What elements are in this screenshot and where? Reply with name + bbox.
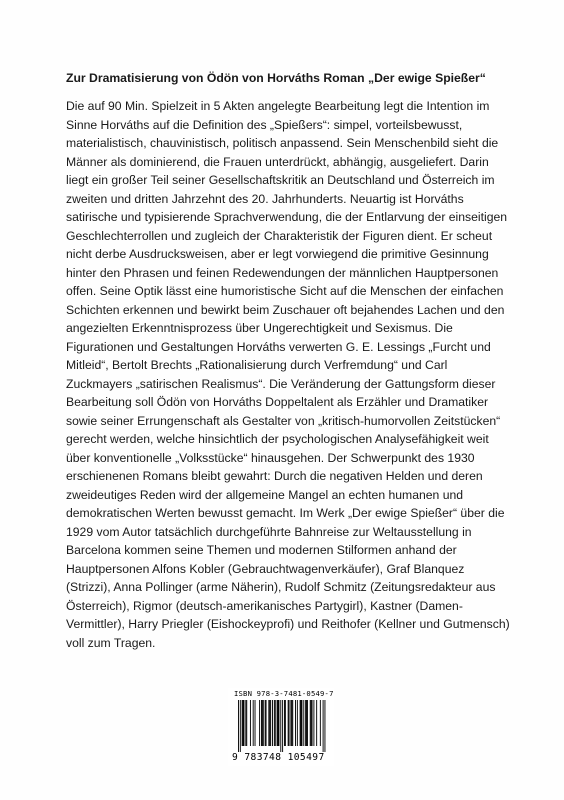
barcode-bar xyxy=(263,700,264,746)
barcode-bar xyxy=(274,700,275,746)
barcode-bar xyxy=(268,700,269,746)
barcode-bar xyxy=(310,700,311,746)
barcode-bar xyxy=(311,700,312,746)
synopsis-text xyxy=(66,97,510,652)
barcode-bar xyxy=(301,700,302,746)
isbn-label: ISBN 978-3-7481-0549-7 xyxy=(234,689,334,698)
barcode-bar xyxy=(246,700,247,746)
barcode-bar xyxy=(300,700,301,746)
barcode-bar xyxy=(301,700,302,746)
synopsis-paragraph: Die auf 90 Min. Spielzeit in 5 Akten angelegte Bearbeitung legt die Intention im Sinne Horváths auf die Definition des „Spießers“: simpel, vorteilsbewusst, materialistisch, chauvinistisch, politisch anpassend. Sein Menschenbild sieht die Männer als dominierend, die Frauen unterdrückt, abhängig, ausgeliefert. Darin liegt ein großer Teil seiner Gesellschaftskritik an Deutschland und Österreich im zweiten und dritten Jahrzehnt des 20. Jahrhunderts. Neuartig ist Horváths satirische und typisierende Sprachverwendung, die der Entlarvung der einseitigen Geschlechterrollen und zugleich der Charakteristik der Figuren dient. Er scheut nicht derbe Ausdrucksweisen, aber er legt vorwiegend die primitive Gesinnung hinter den Phrasen und feinen Redewendungen der männlichen Hauptpersonen offen. Seine Optik lässt eine humoristische Sicht auf die Menschen der einfachen Schichten erkennen und bewirkt beim Zuschauer oft bejahendes Lachen und den angezielten Erkenntnisprozess über Ungerechtigkeit und Sexismus. Die Figurationen und Gestaltungen Horváths verwerten G. E. Lessings „Furcht und Mitleid“, Bertolt Brechts „Rationalisierung durch Verfremdung“ und Carl Zuckmayers „satirischen Realismus“. Die Veränderung der Gattungsform dieser Bearbeitung soll Ödön von Horváths Doppeltalent als Erzähler und Dramatiker sowie seiner Errungenschaft als Gestalter von „kritisch-humorvollen Zeitstücken“ gerecht werden, welche hinsichtlich der psychologischen Analysefähigkeit weit über konventionelle „Volksstücke“ hinausgehen. Der Schwerpunkt des 1930 erschienenen Romans bleibt gewahrt: Durch die negativen Helden und deren zweideutiges Reden wird der allgemeine Mangel an echten humanen und demokratischen Werten bewusst gemacht. Im Werk „Der ewige Spießer“ über die 1929 vom Autor tatsächlich durchgeführte Bahnreise zur Weltausstellung in Barcelona kommen seine Themen und modernen Stilformen anhand der Hauptpersonen Alfons Kobler (Gebrauchtwagenverkäufer), Graf Blanquez (Strizzi), Anna Pollinger (arme Näherin), Rudolf Schmitz (Zeitungsredakteur aus Österreich), Rigmor (deutsch-amerikanisches Partygirl), Kastner (Damen-Vermittler), Harry Priegler (Eishockeyprofi) und Reithofer (Kellner und Gutmensch) voll zum Tragen. xyxy=(66,99,510,650)
barcode-bar xyxy=(266,700,267,746)
barcode-bar xyxy=(290,700,291,746)
barcode-bar xyxy=(306,700,307,746)
barcode-bar xyxy=(305,700,306,746)
barcode-bar xyxy=(303,700,304,746)
barcode-bar xyxy=(262,700,263,746)
barcode-bar xyxy=(292,700,293,746)
barcode-bar xyxy=(278,700,279,746)
barcode-bar xyxy=(253,700,254,746)
barcode-bar xyxy=(275,700,276,746)
barcode-bar xyxy=(289,700,290,746)
barcode-bar xyxy=(312,700,313,746)
barcode-bar xyxy=(269,700,270,746)
barcode-bar xyxy=(282,700,283,752)
barcode-bar xyxy=(280,700,281,752)
barcode-bar xyxy=(265,700,266,746)
barcode-bar xyxy=(307,700,308,746)
barcode-bar xyxy=(272,700,273,746)
barcode-bar xyxy=(278,700,279,746)
barcode-bar xyxy=(313,700,314,746)
section-heading: Zur Dramatisierung von Ödön von Horváths Roman „Der ewige Spießer“ xyxy=(66,71,486,85)
barcode-bar xyxy=(284,700,285,746)
barcode-bar xyxy=(324,700,325,752)
barcode-bar xyxy=(277,700,278,746)
barcode-bar xyxy=(242,700,243,746)
barcode-bar xyxy=(320,700,321,746)
barcode-bar xyxy=(261,700,262,746)
barcode-bar xyxy=(240,700,241,752)
barcode-bar xyxy=(259,700,260,746)
barcode-bar xyxy=(291,700,292,746)
barcode-digits: 9 783748 105497 xyxy=(232,752,325,763)
barcode-bar xyxy=(243,700,244,746)
barcode-bar xyxy=(295,700,296,746)
barcode-bar xyxy=(285,700,286,746)
barcode-bar xyxy=(238,700,239,752)
barcode-bar xyxy=(244,700,245,746)
barcode-bar xyxy=(288,700,289,746)
isbn-barcode xyxy=(232,700,332,752)
barcode-bar xyxy=(316,700,317,746)
barcode-bar xyxy=(250,700,251,746)
barcode-bar xyxy=(255,700,256,746)
barcode-bar xyxy=(270,700,271,746)
barcode-bar xyxy=(323,700,324,752)
barcode-bar xyxy=(245,700,246,746)
barcode-bar xyxy=(297,700,298,746)
